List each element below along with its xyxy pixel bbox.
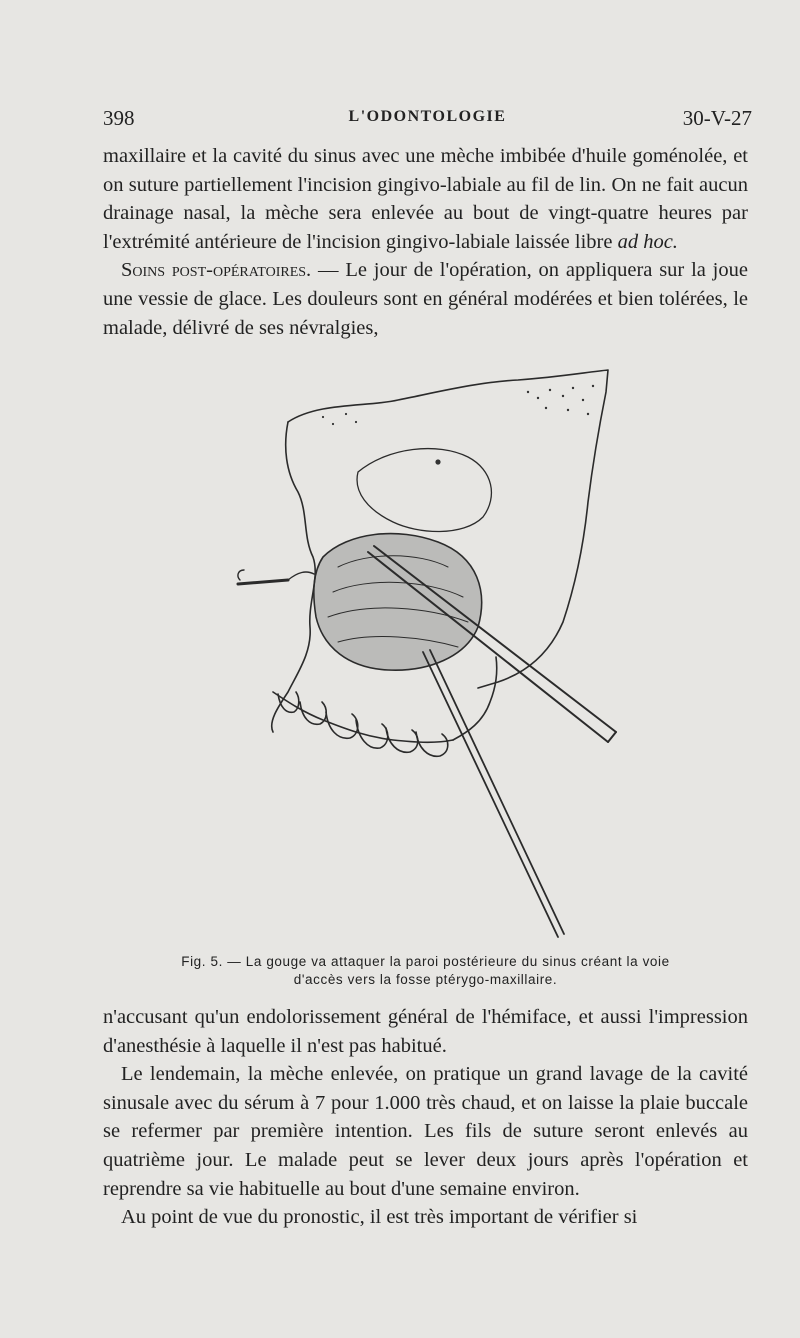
body-text-bottom: [103, 1003, 748, 1232]
figure-caption: Fig. 5. — La gouge va attaquer la paroi postérieure du sinus créant la voie d'accès vers la fosse ptérygo-maxillaire.: [181, 954, 670, 987]
running-header: [103, 106, 752, 136]
paragraph: maxillaire et la cavité du sinus avec une mèche imbibée d'huile goménolée, et on suture partiellement l'incision gingivo-labiale au fil de lin. On ne fait aucun drainage nasal, la mèche sera enlevée au bout de vingt-quatre heures par l'extrémité antérieure de l'incision gingivo-labiale laissée libre ad hoc.: [103, 145, 748, 253]
paragraph: n'accusant qu'un endolorissement général de l'hémiface, et aussi l'impression d'anesthésie à laquelle il n'est pas habitué.: [103, 1006, 748, 1057]
paragraph: Le lendemain, la mèche enlevée, on pratique un grand lavage de la cavité sinusale avec du sérum à 7 pour 1.000 très chaud, et on laisse la plaie buccale se refermer par première intention. Les fils de suture seront enlevés au quatrième jour. Le malade peut se lever deux jours après l'opération et reprendre sa vie habituelle au bout d'une semaine environ.: [103, 1063, 748, 1200]
page-number: 398: [103, 106, 135, 130]
issue-date: 30-V-27: [682, 106, 752, 130]
body-text-top: [103, 142, 748, 342]
section-heading: Soins post-opératoires.: [121, 259, 312, 282]
paragraph: Au point de vue du pronostic, il est très important de vérifier si: [121, 1206, 638, 1229]
surgical-illustration: [228, 352, 648, 952]
paragraph: Soins post-opératoires. — Le jour de l'opération, on appliquera sur la joue une vessie de glace. Les douleurs sont en général modérées et bien tolérées, le malade, délivré de ses névralgies,: [103, 259, 748, 339]
journal-title: L'ODONTOLOGIE: [348, 108, 507, 125]
latin-phrase: ad hoc.: [617, 230, 678, 253]
